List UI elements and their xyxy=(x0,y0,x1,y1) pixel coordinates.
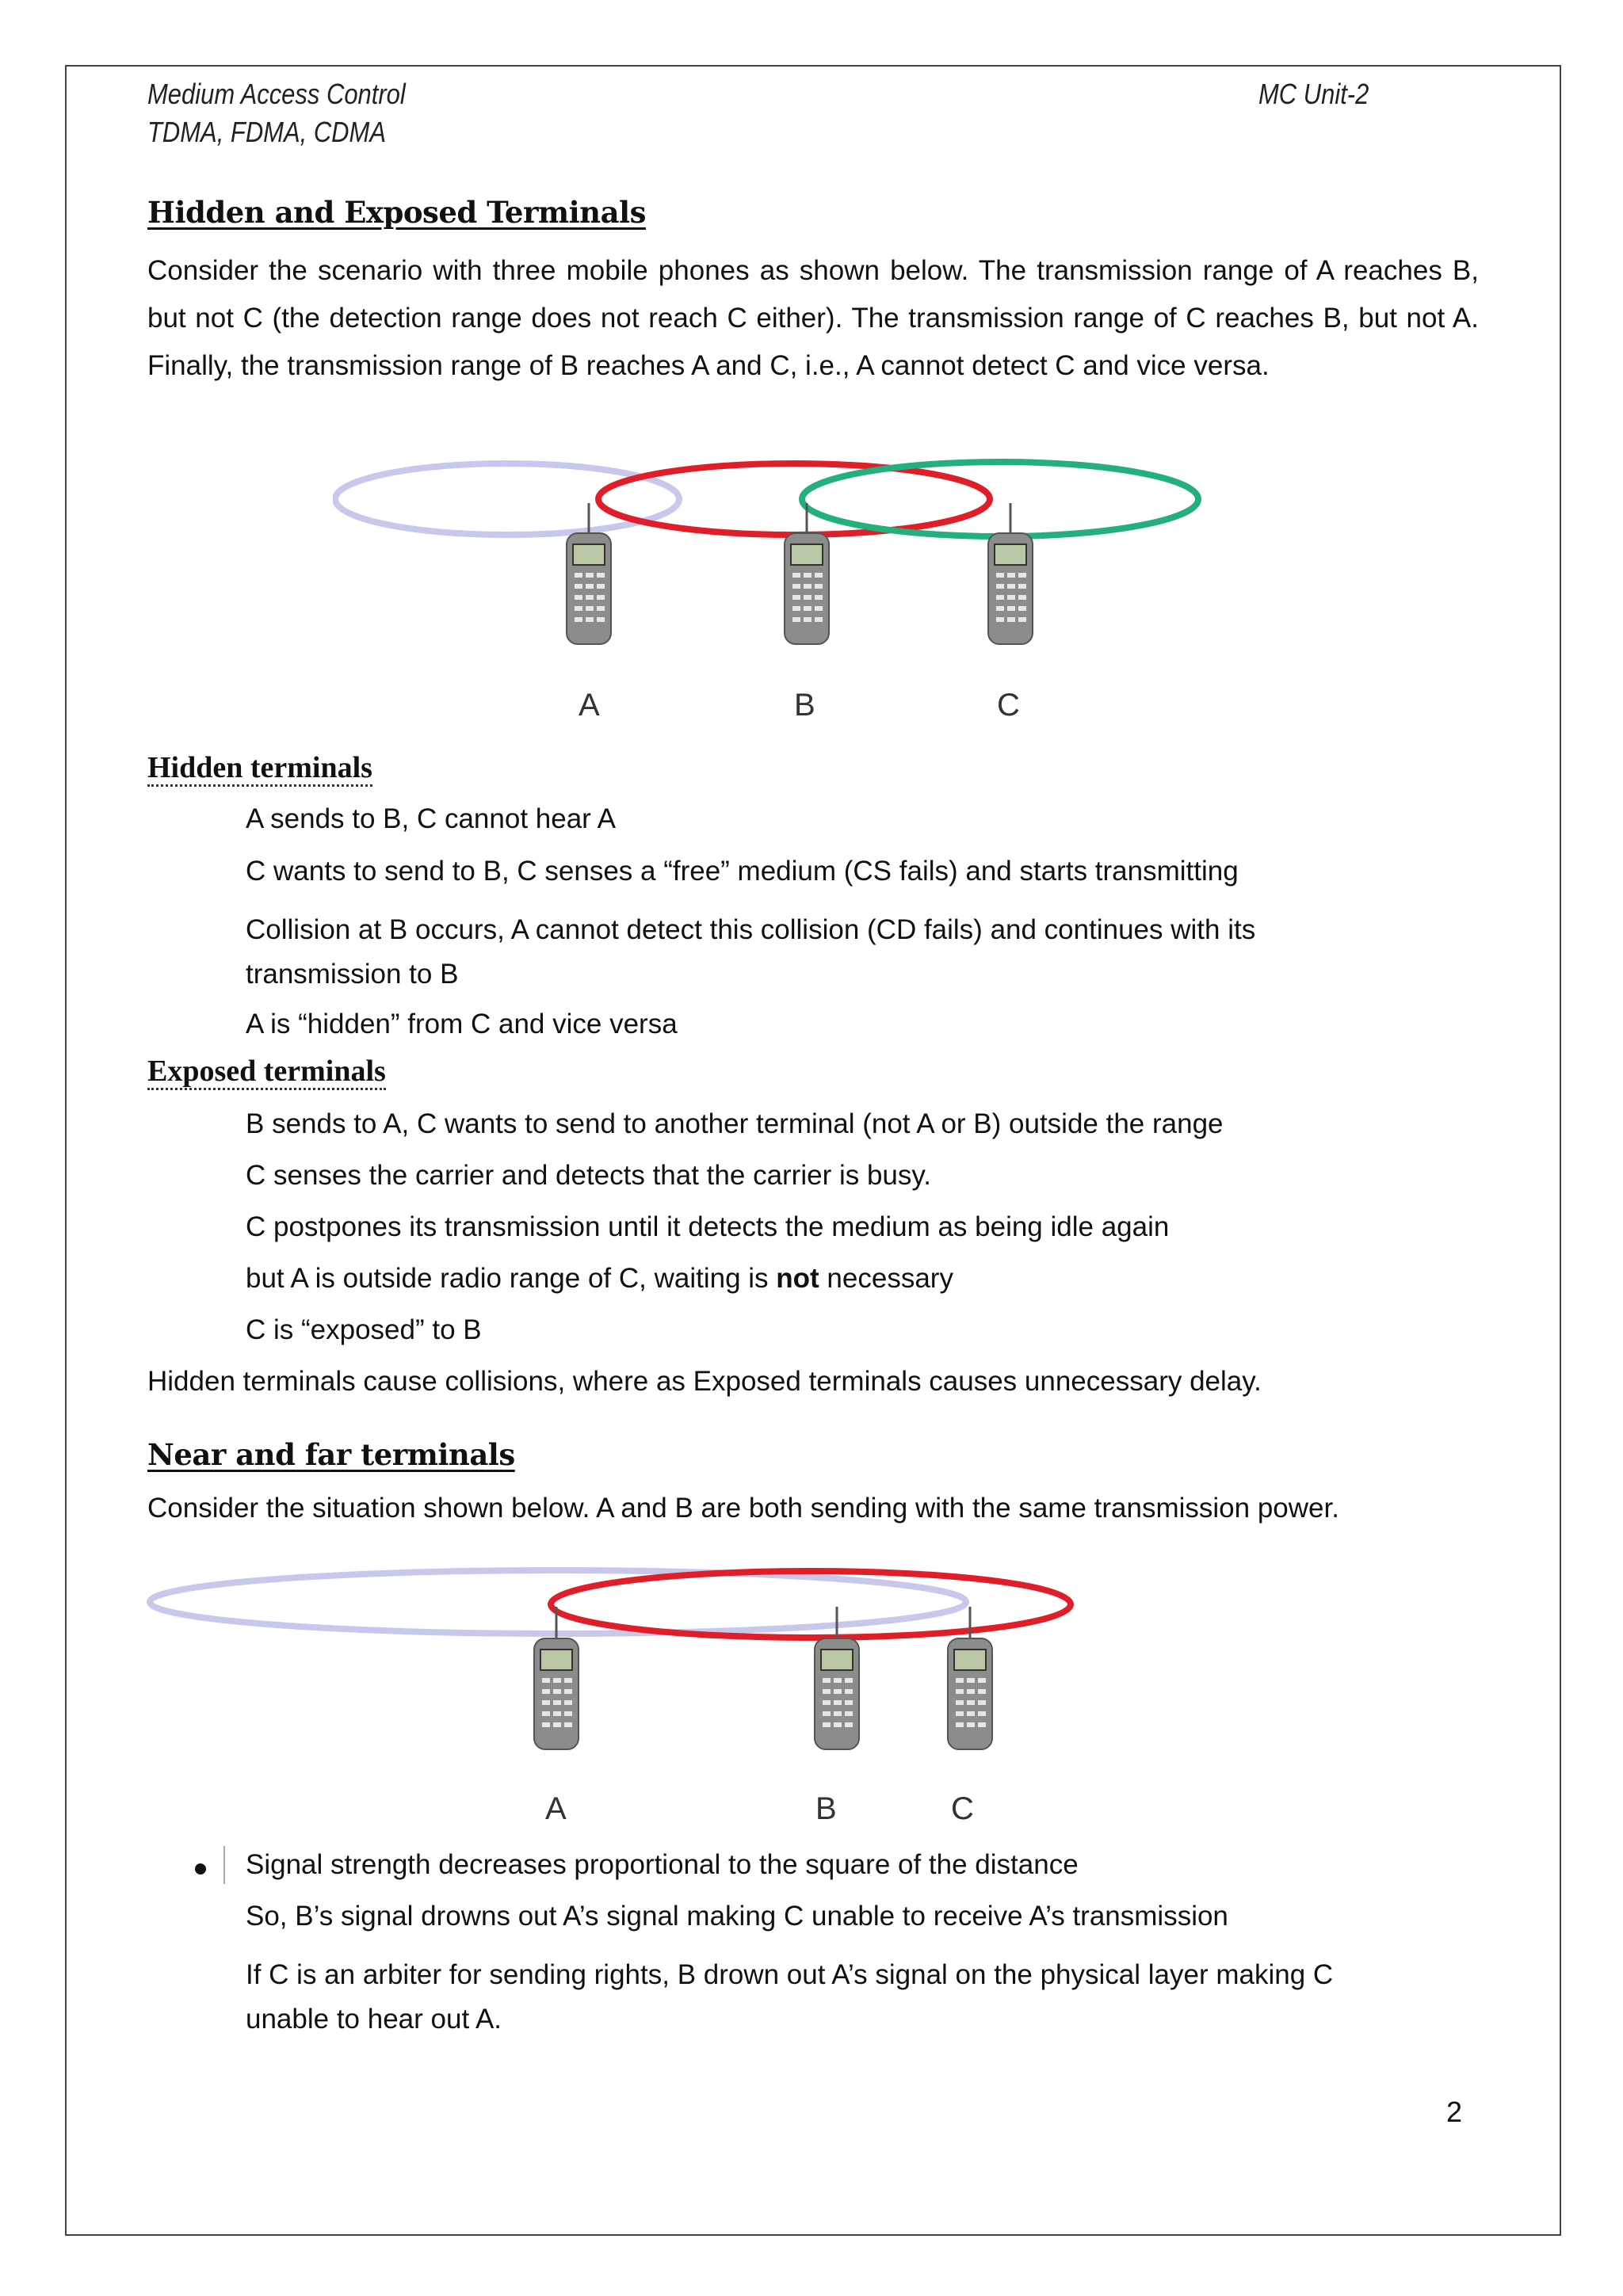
exposed-line-1: B sends to A, C wants to send to another terminal (not A or B) outside the range xyxy=(246,1108,1224,1139)
hidden-line-2: C wants to send to B, C senses a “free” medium (CS fails) and starts transmitting xyxy=(246,856,1239,887)
exposed-line-2: C senses the carrier and detects that the carrier is busy. xyxy=(246,1160,932,1191)
section-title-hidden-exposed: Hidden and Exposed Terminals xyxy=(147,195,646,230)
near-far-diagram xyxy=(143,1553,1268,1830)
range-a-ellipse xyxy=(150,1570,966,1634)
header-subtitle: TDMA, FDMA, CDMA xyxy=(147,116,386,148)
hidden-line-3: Collision at B occurs, A cannot detect this collision (CD fails) and continues with its transmission to B xyxy=(246,914,1256,990)
range-c-ellipse xyxy=(802,462,1198,536)
phone-b-icon xyxy=(785,503,829,644)
phone-a-icon xyxy=(534,1607,579,1749)
phone-c-icon xyxy=(988,503,1033,644)
header-unit: MC Unit-2 xyxy=(1258,78,1369,110)
range-a-ellipse xyxy=(335,463,679,535)
page-number: 2 xyxy=(1446,2096,1463,2128)
label-a: A xyxy=(579,688,600,723)
section-intro: Consider the scenario with three mobile phones as shown below. The transmission range of A reaches B, but not C (the detection range does not reach C either). The transmission range of C reaches B, but not A. Finally, the transmission range of B reaches A and C, i.e., A cannot detect C and vice versa. xyxy=(147,255,1479,381)
hidden-line-4: A is “hidden” from C and vice versa xyxy=(246,1009,678,1039)
hidden-terminal-diagram xyxy=(333,448,1268,737)
hidden-line-1: A sends to B, C cannot hear A xyxy=(246,803,616,834)
header-title: Medium Access Control xyxy=(147,78,406,110)
near-far-line-2: So, B’s signal drowns out A’s signal making C unable to receive A’s transmission xyxy=(246,1901,1228,1932)
bullet-icon xyxy=(195,1863,206,1875)
phone-a-icon xyxy=(567,503,611,644)
near-far-intro: Consider the situation shown below. A and B are both sending with the same transmission power. xyxy=(147,1493,1339,1524)
near-far-line-3: If C is an arbiter for sending rights, B drown out A’s signal on the physical layer making C unable to hear out A. xyxy=(246,1959,1334,2035)
bullet-divider xyxy=(223,1846,225,1884)
exposed-line-3: C postpones its transmission until it detects the medium as being idle again xyxy=(246,1211,1170,1242)
exposed-summary: Hidden terminals cause collisions, where as Exposed terminals causes unnecessary delay. xyxy=(147,1366,1262,1397)
exposed-line-4: but A is outside radio range of C, waiting is not necessary xyxy=(246,1263,953,1294)
hidden-terminals-heading: Hidden terminals xyxy=(147,751,372,787)
label-a: A xyxy=(545,1791,567,1826)
label-c: C xyxy=(951,1791,974,1826)
label-c: C xyxy=(997,688,1020,723)
label-b: B xyxy=(815,1791,837,1826)
near-far-line-1: Signal strength decreases proportional to the square of the distance xyxy=(246,1849,1079,1880)
range-b-ellipse xyxy=(598,463,990,535)
exposed-line-5: C is “exposed” to B xyxy=(246,1314,482,1345)
label-b: B xyxy=(794,688,815,723)
exposed-terminals-heading: Exposed terminals xyxy=(147,1055,386,1090)
section-title-near-far: Near and far terminals xyxy=(147,1437,515,1472)
